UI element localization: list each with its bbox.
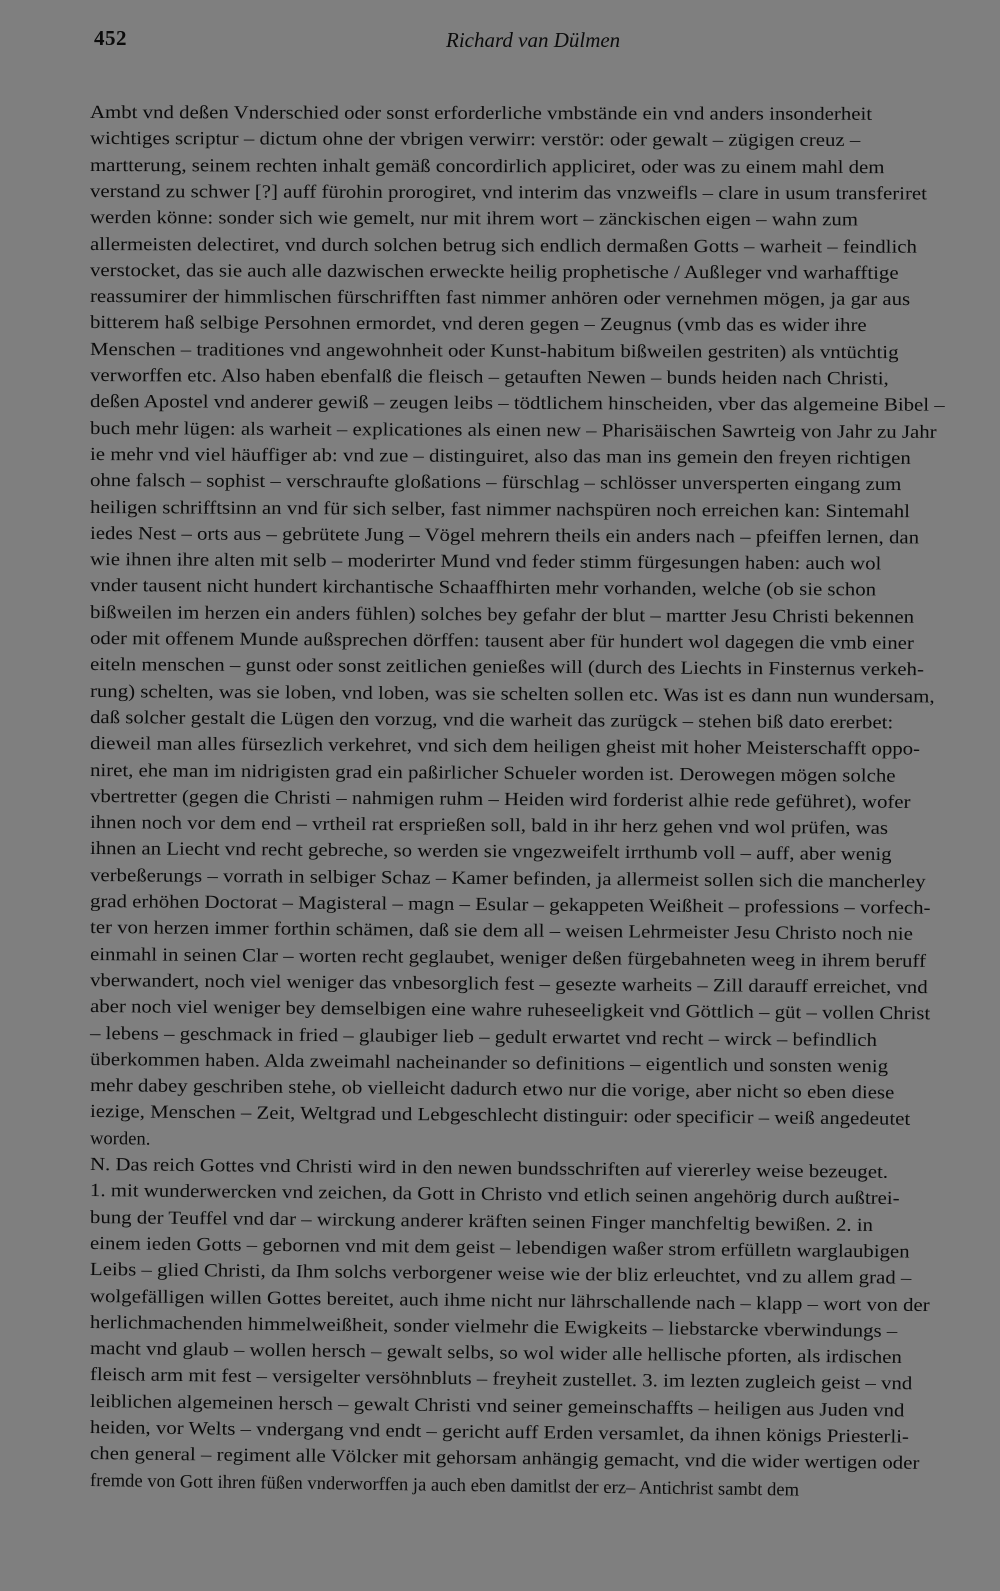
text-line: aber noch viel weniger bey demselbigen eine wahre ruheseeligkeit vnd Göttlich – güt – vollen Christ (89, 996, 931, 1025)
text-line: leiblichen algemeinen hersch – gewalt Christi vnd seiner gemeinschaffts – heiligen aus Juden vnd (89, 1390, 905, 1422)
text-line: ter von herzen immer forthin schämen, daß sie dem all – weisen Lehrmeister Jesu Christo noch nie (89, 917, 914, 945)
text-line: reassumirer der himmlischen fürschrifften fast nimmer anhören oder vernehmen mögen, ja gar aus (89, 286, 911, 311)
text-line: rung) schelten, was sie loben, vnd loben, was sie schelten sollen etc. Was ist es dann nun wundersam, (89, 680, 935, 708)
text-line: deßen Apostel vnd anderer gewiß – zeugen leibs – tödtlichem hinscheiden, vber das algemeine Bibel – (89, 391, 945, 417)
text-line: Menschen – traditiones vnd angewohnheit oder Kunst-habitum bißweilen gestriten) als vntüchtig (89, 338, 899, 363)
text-line: überkommen haben. Alda zweimahl nacheinander so definitions – eigentlich und sonsten wenig (89, 1048, 889, 1078)
text-line: dieweil man alles fürsezlich verkehret, vnd sich dem heiligen gheist mit hoher Meisterschafft oppo- (89, 733, 921, 760)
text-line: vnder tausent nicht hundert kirchantische Schaaffhirten mehr vorhanden, welche (ob sie schon (89, 575, 877, 601)
text-line: ohne falsch – sophist – verschraufte gloßations – fürschlag – schlösser unversperten eingang zum (89, 470, 902, 496)
text-line: ihnen an Liecht vnd recht gebreche, so werden sie vngezweifelt irrthumb voll – auff, aber wenig (89, 838, 892, 866)
text-line: ie mehr vnd viel häuffiger ab: vnd zue – distinguiret, also das man ins gemein den freyen richtigen (89, 443, 911, 469)
text-line: bitterem haß selbige Persohnen ermordet, vnd deren gegen – Zeugnus (vmb das es wider ihre (89, 312, 867, 337)
text-line: wichtiges scriptur – dictum ohne der vbrigen verwirr: verstör: oder gewalt – zügigen creuz – (89, 128, 861, 152)
text-line: verstand zu schwer [?] auff fürohin prorogiret, vnd interim das vnzweifls – clare in usum transferiret (89, 180, 928, 205)
text-line: worden. (89, 1127, 151, 1150)
text-line: heiligen schrifftsinn an vnd für sich selber, fast nimmer nachspüren noch erreichen kan: Sintemahl (89, 496, 911, 522)
text-line: fleisch arm mit fest – versigelter versöhnbluts – freyheit zustellet. 3. im lezten zugleich geist – vnd (89, 1364, 913, 1395)
running-head-author: Richard van Dülmen (446, 28, 621, 52)
text-line: Ambt vnd deßen Vnderschied oder sonst erforderliche vmbstände ein vnd anders insonderheit (89, 102, 873, 125)
text-line: iedes Nest – orts aus – gebrütete Jung – Vögel mehrern theils ein anders nach – pfeiffen lernen, dan (89, 522, 920, 549)
text-line: herlichmachenden himmelweißheit, sonder vielmehr die Ewigkeits – liebstarcke vberwindungs – (89, 1311, 898, 1342)
text-line: 1. mit wunderwercken vnd zeichen, da Gott in Christo vnd etlich seinen angehörig durch außtrei- (89, 1180, 900, 1210)
text-line: verworffen etc. Also haben ebenfalß die fleisch – getauften Newen – bunds heiden nach Christi, (89, 365, 889, 390)
text-line: Leibs – glied Christi, da Ihm solchs verborgener weise wie der bliz erleuchtet, vnd zu allem grad – (89, 1259, 912, 1289)
text-line: allermeisten delectiret, vnd durch solchen betrug sich endlich dermaßen Gotts – warheit – feindlich (89, 233, 917, 258)
text-line: macht vnd glaub – wollen hersch – gewalt selbs, so wol wider alle hellische pforten, als irdischen (89, 1338, 903, 1369)
text-line: daß solcher gestalt die Lügen den vorzug, vnd die warheit das zurügck – stehen biß dato ererbet: (89, 706, 894, 734)
text-line: bißweilen im herzen ein anders fühlen) solches bey gefahr der blut – martter Jesu Christi bekennen (89, 601, 915, 628)
text-line: vbertretter (gegen die Christi – nahmigen ruhm – Heiden wird forderist alhie rede geführet), wofer (89, 785, 911, 813)
text-line: heiden, vor Welts – vndergang vnd endt – gericht auff Erden versamlet, da ihnen königs Priesterli- (89, 1417, 910, 1448)
text-line: grad erhöhen Doctorat – Magisteral – magn – Esular – gekappeten Weißheit – professions – vorfech- (89, 891, 931, 919)
text-line: verbeßerungs – vorrath in selbiger Schaz – Kamer befinden, ja allermeist sollen sich die mancherley (89, 864, 926, 893)
text-line: vberwandert, noch viel weniger das vnbesorglich fest – gesezte warheits – Zill darauff erreichet, vnd (89, 969, 928, 999)
text-line: fremde von Gott ihren füßen vnderworffen ja auch eben damitlst der erz– Antichrist sambt dem (89, 1469, 800, 1501)
text-line: – lebens – geschmack in fried – glaubiger lieb – gedult erwartet vnd recht – wirck – befindlich (89, 1022, 878, 1051)
text-line: chen general – regiment alle Völcker mit gehorsam anhängig gemacht, vnd die wider wertigen oder (89, 1443, 920, 1475)
text-line: wie ihnen ihre alten mit selb – moderirter Mund vnd feder stimm fürgesungen haben: auch wol (89, 549, 882, 575)
text-line: verstocket, das sie auch alle dazwischen erweckte heilig prophetische / Außleger vnd warhafftige (89, 259, 899, 284)
text-line: wolgefälligen willen Gottes bereitet, auch ihme nicht nur lährschallende nach – klapp – wort von der (89, 1285, 930, 1316)
text-line: ihnen noch vor dem end – vrtheil rat ersprießen soll, bald in ihr herz gehen vnd wol prüfen, was (89, 812, 889, 839)
text-line: eiteln menschen – gunst oder sonst zeitlichen genießes will (durch des Liechts in Finsternus verkeh- (89, 654, 925, 681)
text-line: N. Das reich Gottes vnd Christi wird in den newen bundsschriften auf viererley weise bezeuget. (89, 1154, 889, 1183)
text-line: iezige, Menschen – Zeit, Weltgrad und Lebgeschlecht distinguir: oder specificir – weiß angedeutet (89, 1101, 911, 1131)
text-line: oder mit offenem Munde außsprechen dörffen: tausent aber für hundert wol dagegen die vmb einer (89, 628, 914, 655)
text-line: werden könne: sonder sich wie gemelt, nur mit ihrem wort – zänckischen eigen – wahn zum (89, 207, 859, 231)
text-line: einmahl in seinen Clar – worten recht geglaubet, weniger deßen fürgebahneten weeg in ihrem beruff (89, 943, 927, 972)
page-number: 452 (94, 26, 127, 50)
text-line: mehr dabey geschriben stehe, ob vielleicht dadurch etwo nur die vorige, aber nicht so eben diese (89, 1075, 895, 1104)
text-line: einem ieden Gotts – gebornen vnd mit dem geist – lebendigen waßer strom erfülletn warglaubigen (89, 1232, 910, 1263)
text-line: bung der Teuffel vnd dar – wirckung anderer kräften seinen Finger manchfeltig bewißen. 2. in (89, 1206, 874, 1236)
text-line: martterung, seinem rechten inhalt gemäß concordirlich appliciret, oder was zu einem mahl dem (89, 154, 885, 178)
text-line: buch mehr lügen: als warheit – explicationes als einen new – Pharisäischen Sawrteig von Jahr zu Jahr (89, 417, 937, 443)
text-line: niret, ehe man im nidrigisten grad ein paßirlicher Schueler worden ist. Derowegen mögen solche (89, 759, 896, 787)
